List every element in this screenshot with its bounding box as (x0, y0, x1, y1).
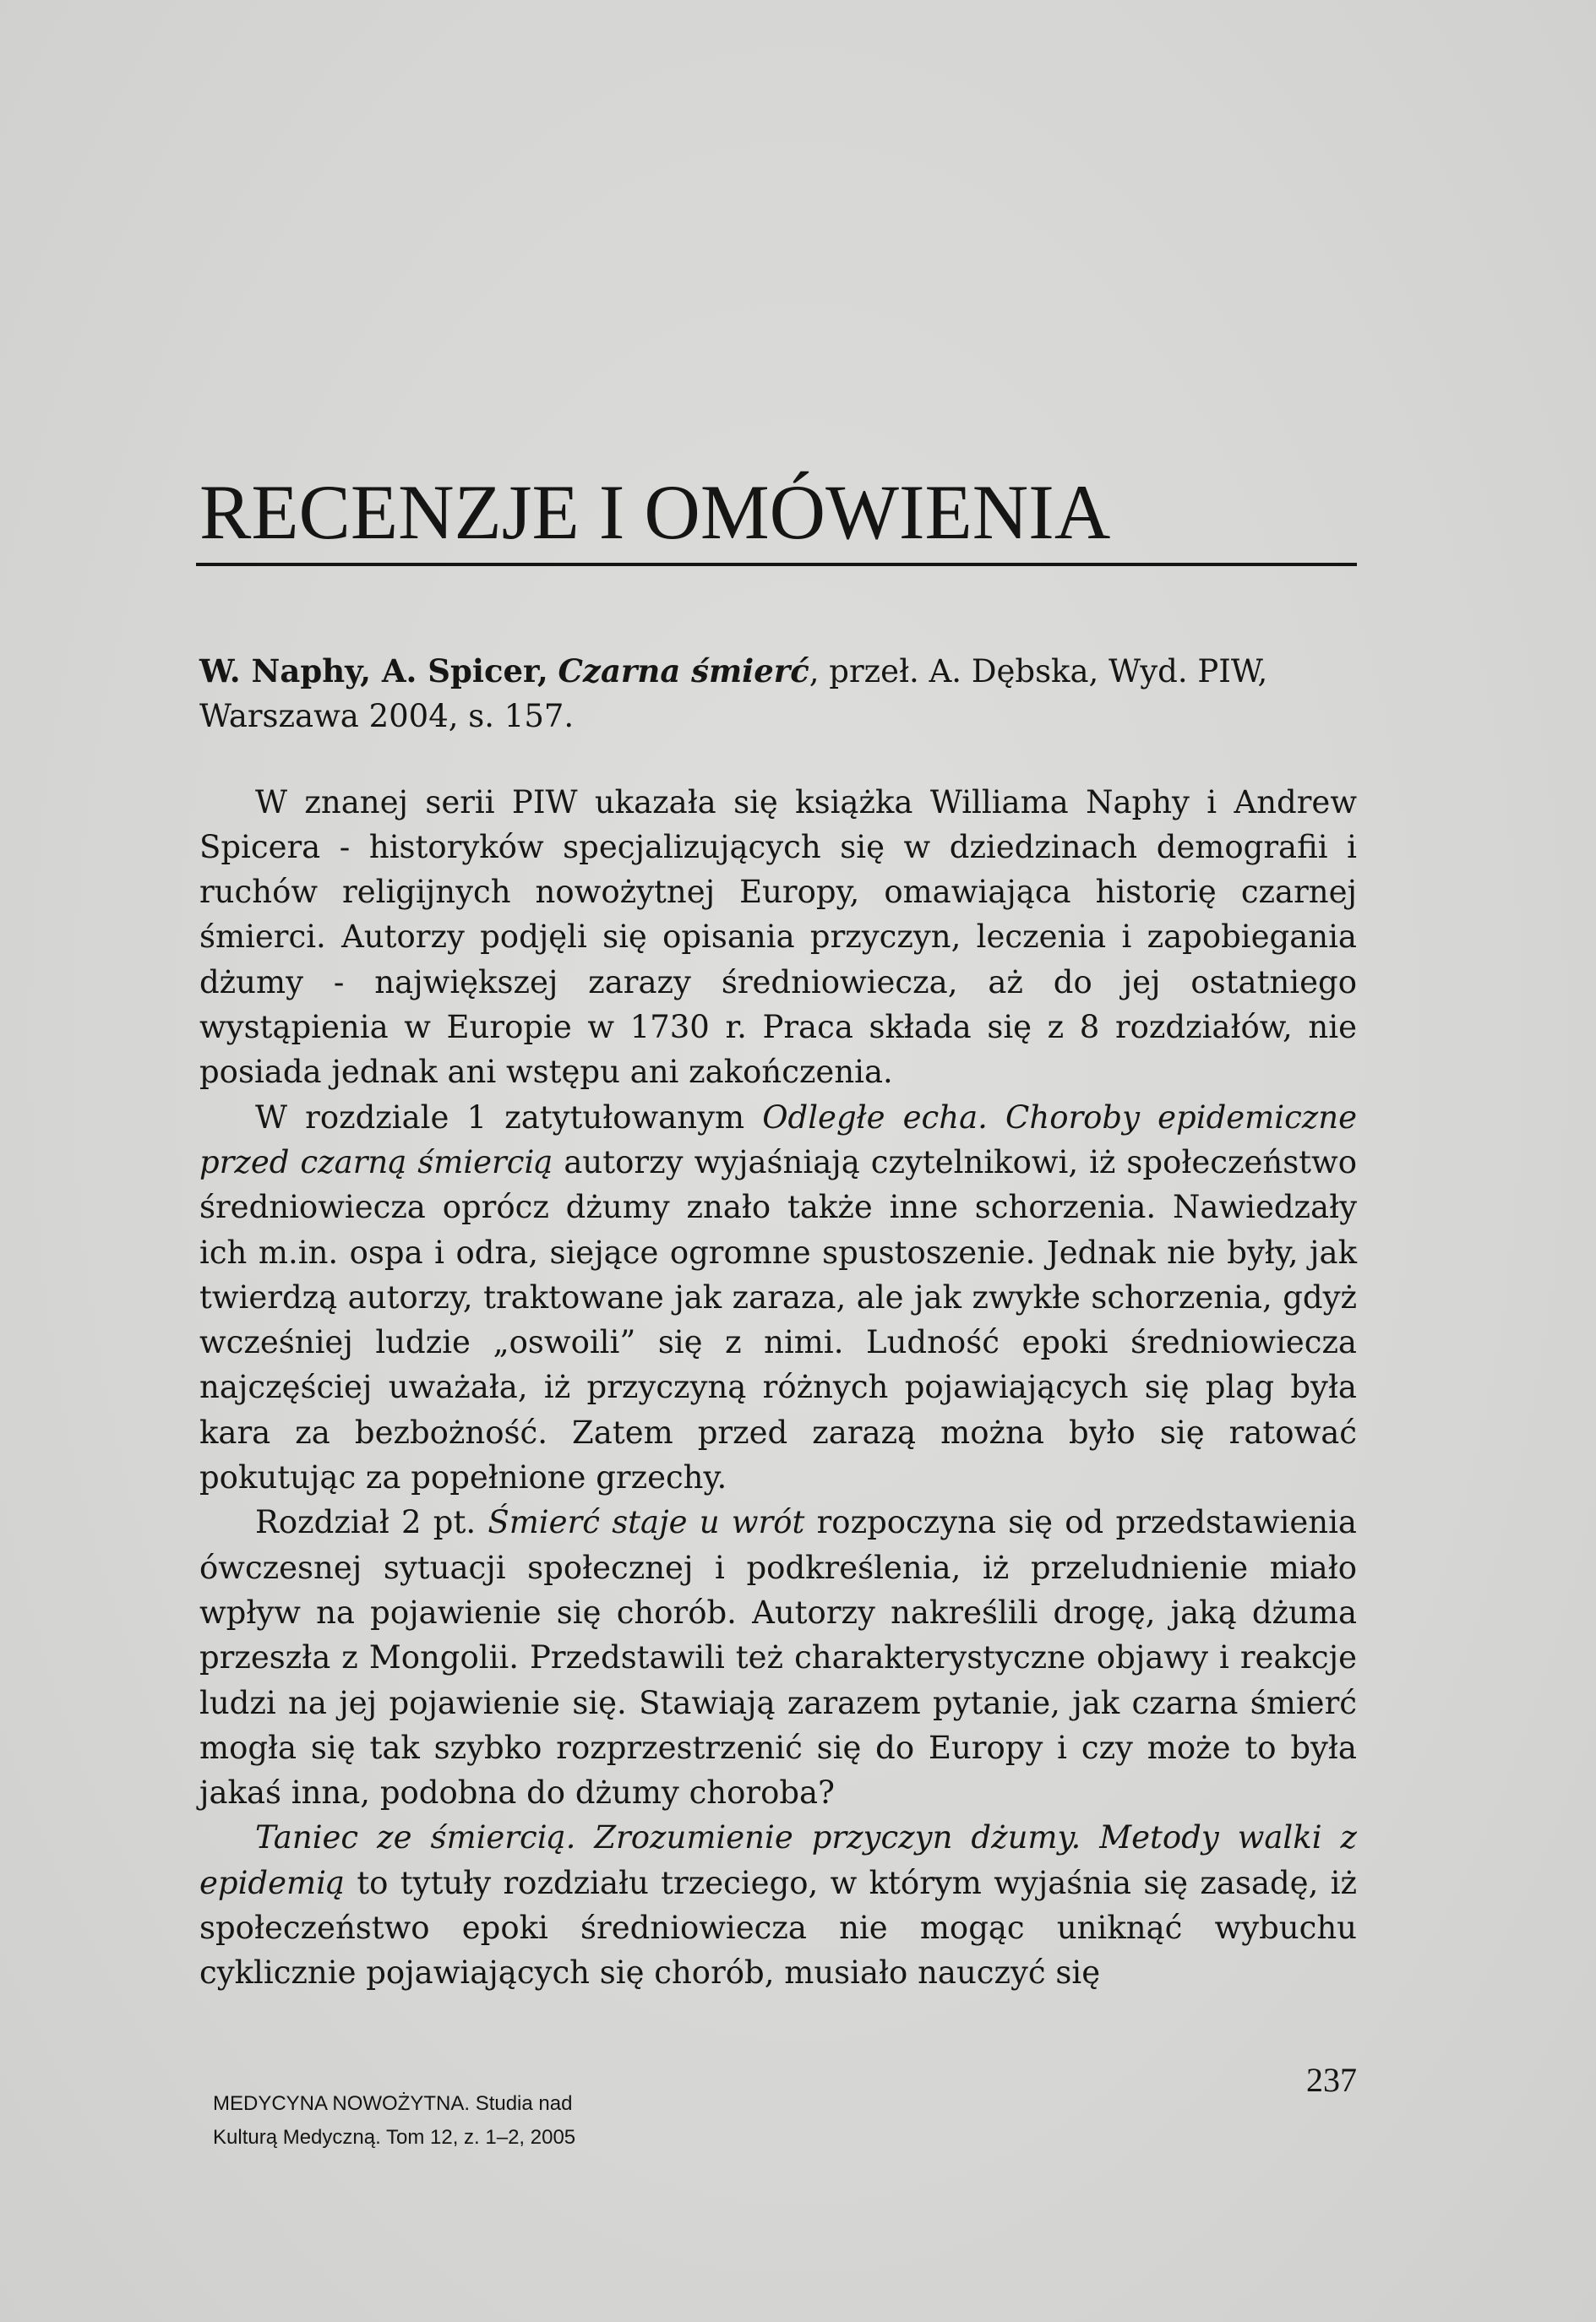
review-body (199, 649, 1357, 1996)
journal-footer (213, 2087, 575, 2155)
paragraph-2-chapter-title: Odległe echa. Choroby epidemiczne przed czarną śmiercią (199, 1098, 1358, 1180)
book-citation (199, 649, 1357, 739)
paragraph-2-after: autorzy wyjaśniają czytelnikowi, iż społeczeństwo średniowiecza oprócz dżumy znało także inne schorzenia. Nawiedzały ich m.in. ospa i odra, siejące ogromne spustoszenie. Jednak nie były, jak twierdzą autorzy, traktowane jak zaraza, ale jak zwykłe schorzenia, gdyż wcześniej ludzie „oswoili” się z nimi. Ludność epoki średniowiecza najczęściej uważała, iż przyczyną różnych pojawiających się plag była kara za bezbożność. Zatem przed zarazą można było się ratować pokutując za popełnione grzechy. (199, 1143, 1357, 1496)
paragraph-2 (199, 1095, 1357, 1501)
paragraph-1: W znanej serii PIW ukazała się książka Williama Naphy i Andrew Spicera - historyków specjalizujących się w dziedzinach demografii i ruchów religijnych nowożytnej Europy, omawiająca historię czarnej śmierci. Autorzy podjęli się opisania przyczyn, leczenia i zapobiegania dżumy - największej zarazy średniowiecza, aż do jej ostatniego wystąpienia w Europie w 1730 r. Praca składa się z 8 rozdziałów, nie posiada jednak ani wstępu ani zakończenia. (199, 783, 1357, 1091)
paragraph-4 (199, 1815, 1357, 1995)
paragraph-3 (199, 1500, 1357, 1815)
footer-line-2: Kulturą Medyczną. Tom 12, z. 1–2, 2005 (213, 2126, 576, 2149)
section-title: RECENZJE I OMÓWIENIA (199, 469, 1111, 555)
citation-authors: W. Naphy, A. Spicer, (199, 652, 548, 690)
footer-line-1: MEDYCYNA NOWOŻYTNA. Studia nad (213, 2092, 573, 2115)
citation-details: , przeł. A. Dębska, Wyd. PIW, Warszawa 2004, s. 157. (199, 653, 1268, 735)
paragraph-4-chapter-title: Taniec ze śmiercią. Zrozumienie przyczyn dżumy. Metody walki z epidemią (199, 1819, 1357, 1901)
paragraph-3-chapter-title: Śmierć staje u wrót (488, 1504, 805, 1541)
paragraph-4-after: to tytuły rozdziału trzeciego, w którym wyjaśnia się zasadę, iż społeczeństwo epoki średniowiecza nie mogąc uniknąć wybuchu cyklicznie pojawiających się chorób, musiało nauczyć się (199, 1864, 1357, 1992)
page-number: 237 (1306, 2061, 1357, 2099)
title-rule (196, 563, 1357, 566)
paragraph-3-after: rozpoczyna się od przedstawienia ówczesnej sytuacji społecznej i podkreślenia, iż przeludnienie miało wpływ na pojawienie się chorób. Autorzy nakreślili drogę, jaką dżuma przeszła z Mongolii. Przedstawili też charakterystyczne objawy i reakcje ludzi na jej pojawienie się. Stawiają zarazem pytanie, jak czarna śmierć mogła się tak szybko rozprzestrzenić się do Europy i czy może to była jakaś inna, podobna do dżumy choroba? (199, 1504, 1357, 1812)
paragraph-2-before: W rozdziale 1 zatytułowanym (255, 1098, 763, 1136)
paragraph-3-before: Rozdział 2 pt. (255, 1504, 488, 1541)
citation-book-title: Czarna śmierć (558, 652, 809, 690)
